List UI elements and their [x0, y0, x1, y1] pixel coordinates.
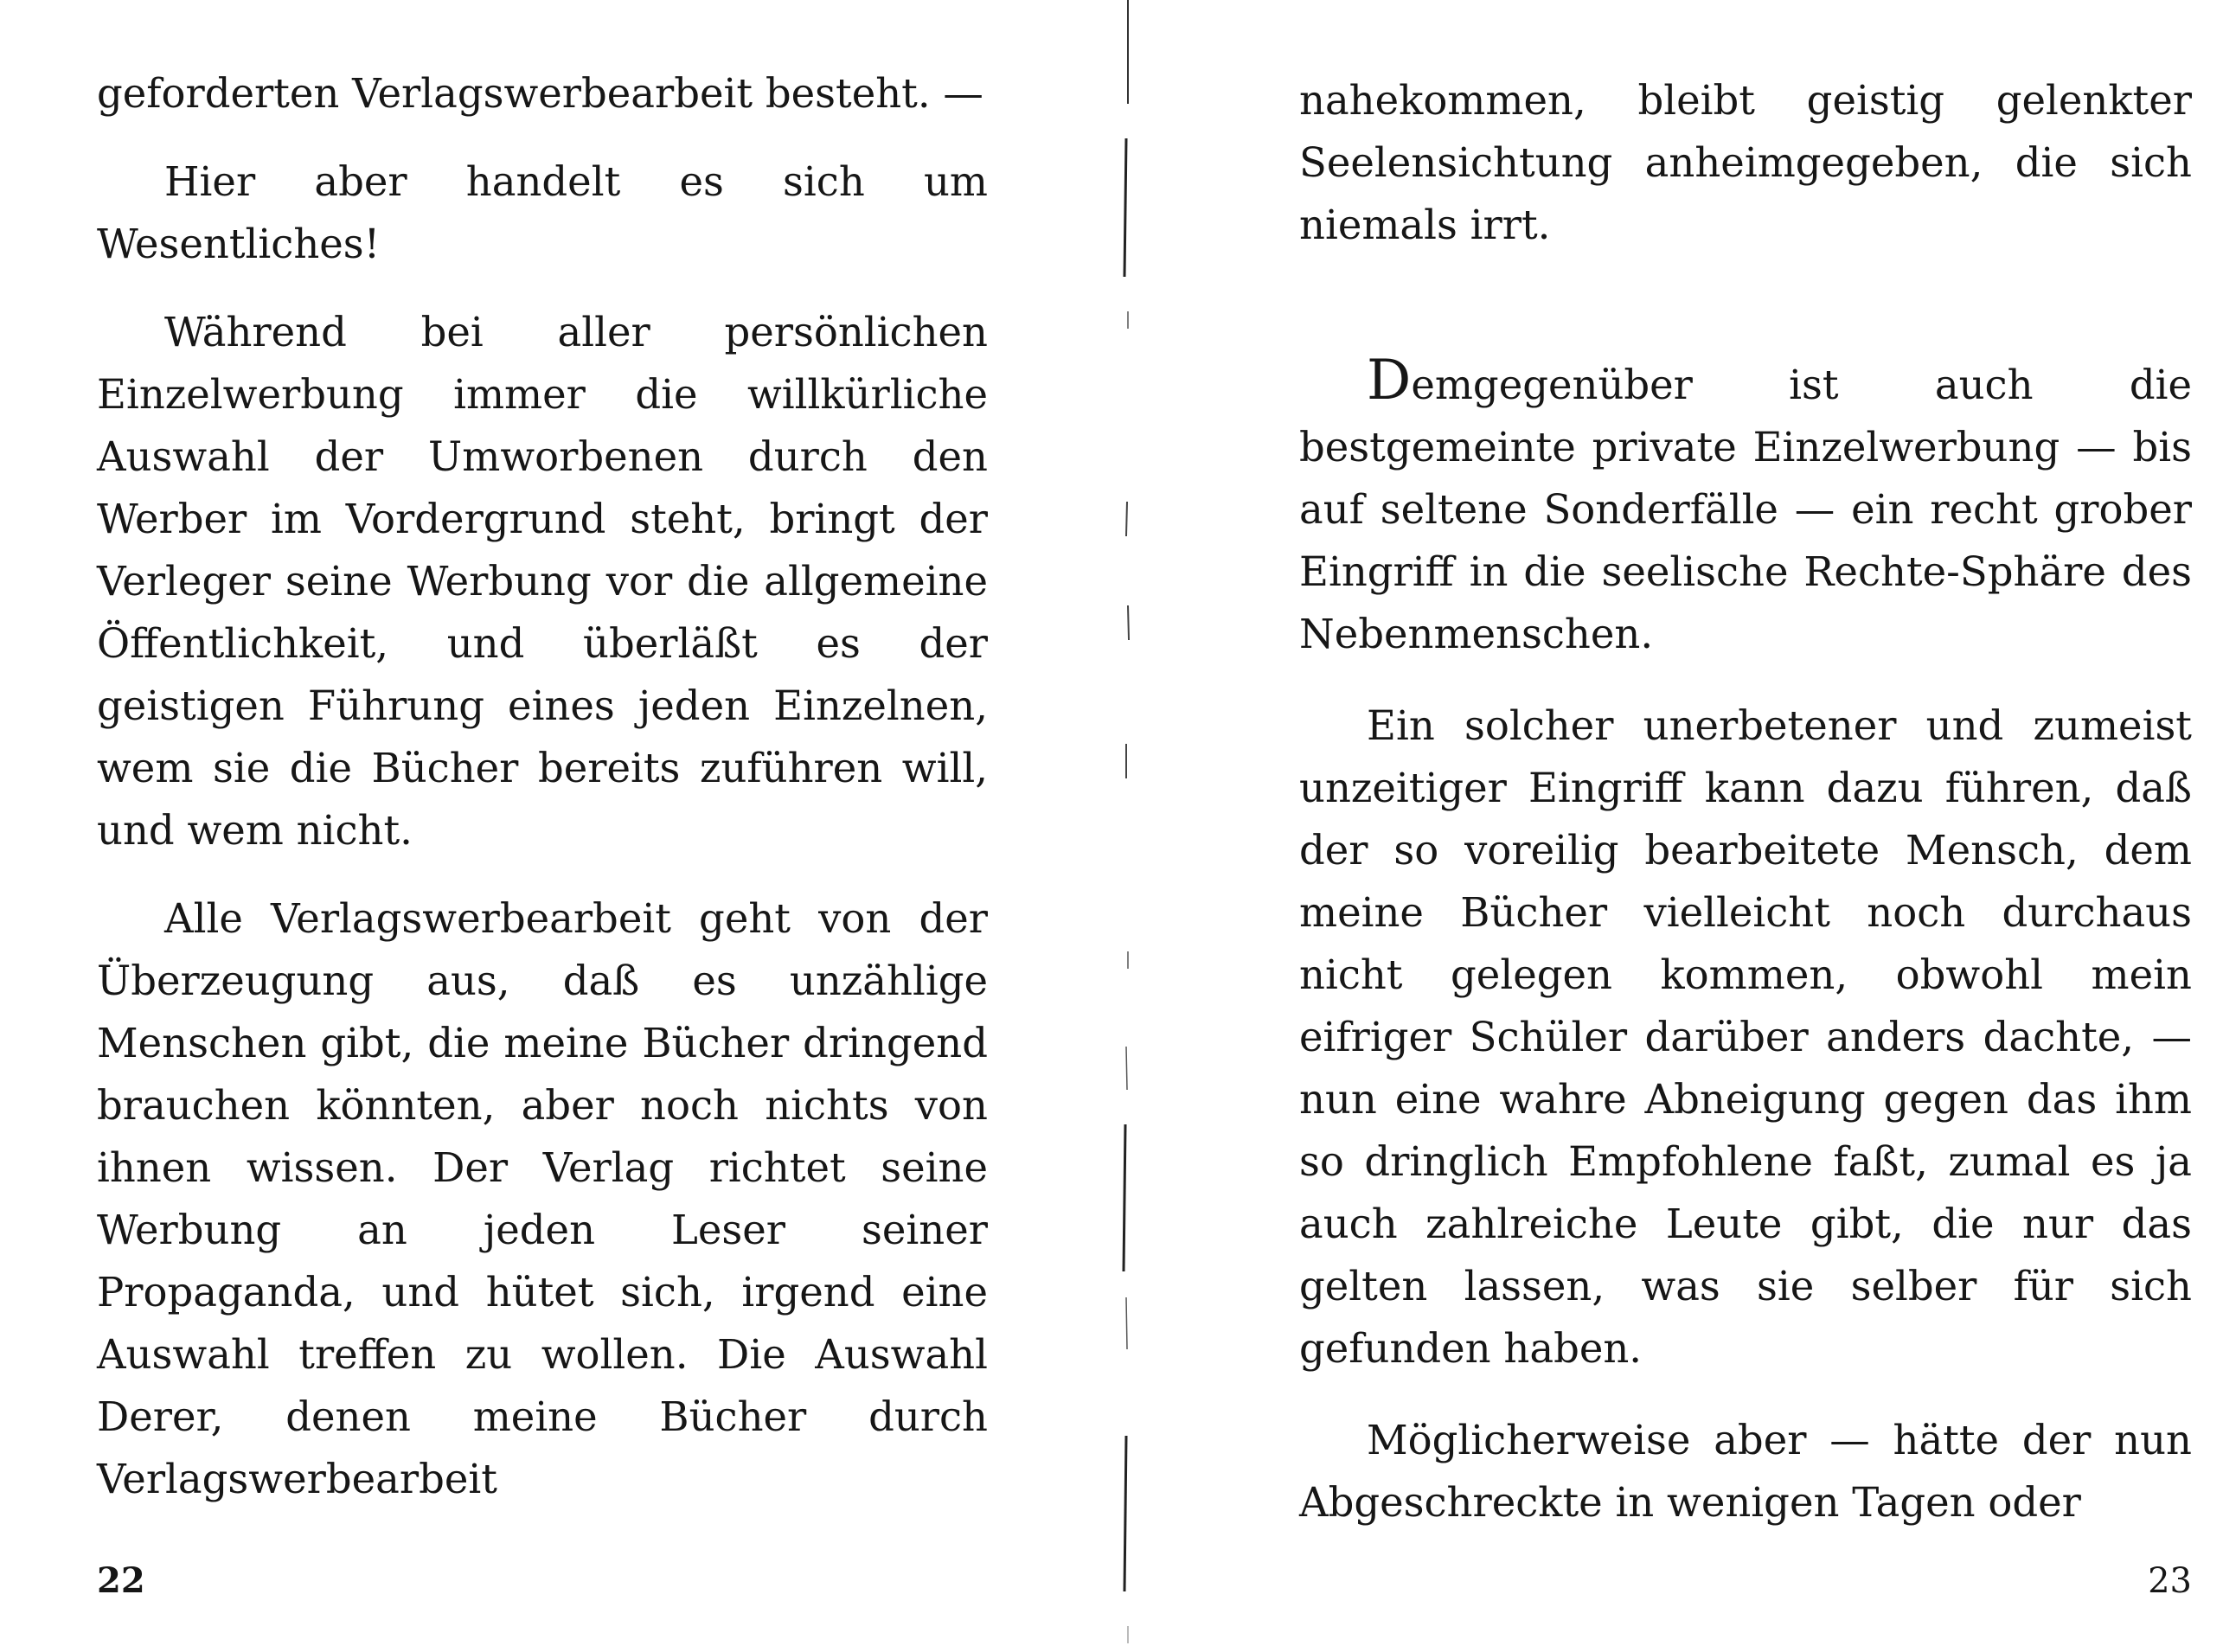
right-page-text [1299, 0, 2192, 1534]
gutter-shadow-marks [1121, 0, 1135, 1652]
right-page [1299, 0, 2192, 1652]
paragraph-verlagswerbearbeit: Alle Verlagswerbearbeit geht von der Überzeugung aus, daß es unzählige Menschen gibt, die meine Bücher dringend brauchen könnten, aber noch nichts von ihnen wissen. Der Verlag richtet seine Werbung an jeden Leser seiner Propaganda, und hütet sich, irgend eine Auswahl treffen zu wollen. Die Auswahl Derer, denen meine Bücher durch Verlagswerbearbeit [97, 895, 988, 1502]
paragraph-eingriff: Ein solcher unerbetener und zumeist unzeitiger Eingriff kann dazu führen, daß der so voreilig bearbeitete Mensch, dem meine Bücher vielleicht noch durchaus nicht gelegen kommen, obwohl mein eifriger Schüler darüber anders dachte, — nun eine wahre Abneigung gegen das ihm so dringlich Empfohlene faßt, zumal es ja auch zahlreiche Leute gibt, die nur das gelten lassen, was sie selber für sich gefunden haben. [1299, 702, 2192, 1372]
drop-cap-letter: D [1367, 349, 1412, 413]
left-page-text [97, 0, 988, 1510]
paragraph-moeglicherweise: Möglicherweise aber — hätte der nun Abgeschreckte in wenigen Tagen oder [1299, 1417, 2192, 1526]
book-gutter [1121, 0, 1135, 1652]
left-page [97, 0, 988, 1652]
paragraph-einzelwerbung: Während bei aller persönlichen Einzelwerbung immer die willkürliche Auswahl der Umworbenen durch den Werber im Vordergrund steht, bringt der Verleger seine Werbung vor die allgemeine Öffentlichkeit, und überläßt es der geistigen Führung eines jeden Einzelnen, wem sie die Bücher bereits zuführen will, und wem nicht. [97, 309, 988, 854]
paragraph-seelensichtung: nahekommen, bleibt geistig gelenkter Seelensichtung anheimgegeben, die sich niemals irrt. [1299, 77, 2192, 248]
paragraph-demgegenueber-text: emgegenüber ist auch die bestgemeinte private Einzelwerbung — bis auf seltene Sonderfälle — ein recht grober Eingriff in die seelische Rechte-Sphäre des Nebenmenschen. [1299, 362, 2192, 657]
page-number-left: 22 [97, 1560, 145, 1601]
paragraph-demgegenueber [1299, 349, 2192, 665]
paragraph-wesentliches: Hier aber handelt es sich um Wesentliches! [97, 158, 988, 267]
page-number-right: 23 [2148, 1561, 2192, 1601]
paragraph-continuation: geforderten Verlagswerbearbeit besteht. — [97, 70, 983, 117]
